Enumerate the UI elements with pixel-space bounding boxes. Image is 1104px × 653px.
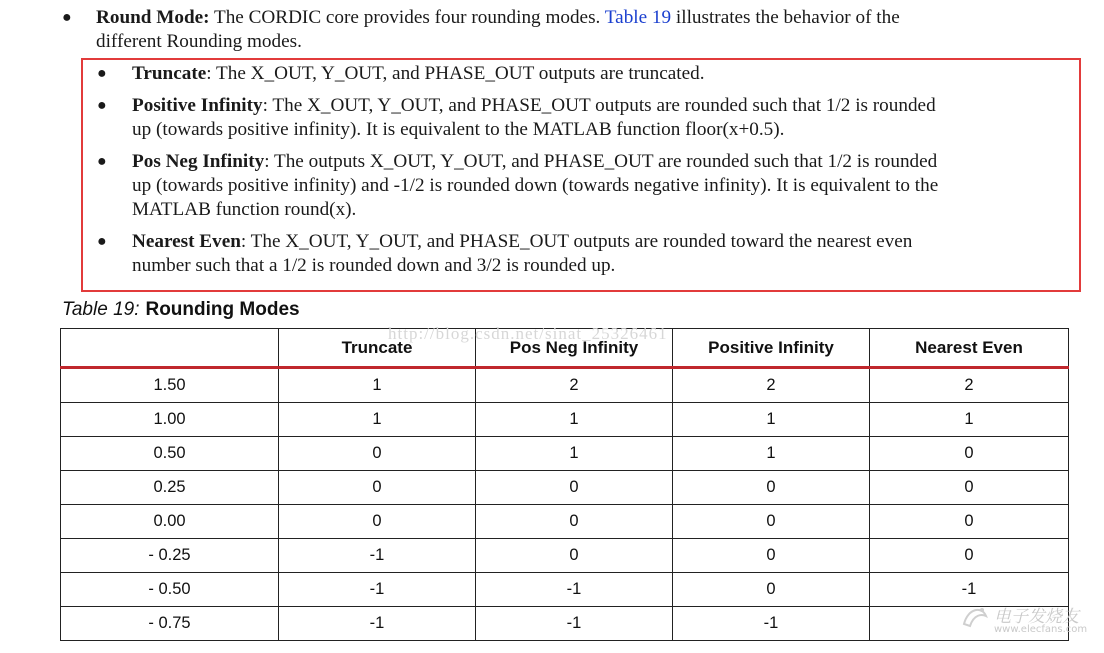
- table-cell: 0: [673, 573, 870, 607]
- value-cell: - 0.75: [61, 607, 279, 641]
- table-row: [61, 573, 1069, 607]
- mode-pos-neg-infinity-line3: MATLAB function round(x).: [132, 199, 357, 220]
- mode-positive-infinity: Positive Infinity: The X_OUT, Y_OUT, and PHASE_OUT outputs are rounded such that 1/2 is rounded: [132, 95, 936, 116]
- logo-text: 电子发烧友: [994, 607, 1079, 627]
- table-row: [61, 539, 1069, 573]
- header-truncate: Truncate: [279, 329, 476, 368]
- table-row: [61, 607, 1069, 641]
- mode-pos-neg-infinity: Pos Neg Infinity: The outputs X_OUT, Y_OUT, and PHASE_OUT are rounded such that 1/2 is rounded: [132, 151, 938, 172]
- table-cell: 0: [476, 539, 673, 573]
- round-mode-paragraph-line2: different Rounding modes.: [96, 31, 302, 52]
- value-cell: - 0.25: [61, 539, 279, 573]
- table-row: [61, 505, 1069, 539]
- bullet-icon: ●: [97, 97, 107, 114]
- value-cell: - 0.50: [61, 573, 279, 607]
- round-mode-label: Round Mode:: [96, 7, 210, 28]
- table-cell: 0: [476, 505, 673, 539]
- table-row: [61, 403, 1069, 437]
- table-cell: 0: [870, 539, 1069, 573]
- table-cell: 0: [476, 471, 673, 505]
- bullet-icon: ●: [62, 9, 72, 26]
- value-cell: 1.00: [61, 403, 279, 437]
- header-positive-infinity: Positive Infinity: [673, 329, 870, 368]
- mode-nearest-even: Nearest Even: The X_OUT, Y_OUT, and PHASE_OUT outputs are rounded toward the nearest even: [132, 231, 913, 252]
- header-cell: [61, 329, 279, 368]
- round-mode-paragraph: Round Mode: The CORDIC core provides four rounding modes. Table 19 illustrates the behavior of the: [96, 7, 900, 28]
- table-cell: -1: [476, 607, 673, 641]
- bullet-icon: ●: [97, 153, 107, 170]
- table-cell: 0: [279, 505, 476, 539]
- table-cell: 1: [673, 403, 870, 437]
- bullet-icon: ●: [97, 233, 107, 250]
- table-cell: 1: [279, 368, 476, 403]
- table-number: Table 19:: [62, 299, 140, 320]
- table-cell: 0: [673, 505, 870, 539]
- logo-url: www.elecfans.com: [994, 624, 1088, 635]
- table-caption: [62, 298, 300, 322]
- table-row: [61, 368, 1069, 403]
- value-cell: 1.50: [61, 368, 279, 403]
- mode-truncate: Truncate: The X_OUT, Y_OUT, and PHASE_OUT outputs are truncated.: [132, 63, 705, 84]
- table-cell: -1: [870, 573, 1069, 607]
- table-cell: -1: [279, 539, 476, 573]
- table-cell: -1: [673, 607, 870, 641]
- bullet-icon: ●: [97, 65, 107, 82]
- table-cell: 1: [673, 437, 870, 471]
- table-cell: 1: [279, 403, 476, 437]
- value-cell: 0.00: [61, 505, 279, 539]
- table-cell: -1: [476, 573, 673, 607]
- table-cell: 0: [870, 505, 1069, 539]
- table-19-link[interactable]: Table 19: [604, 7, 672, 28]
- value-cell: 0.25: [61, 471, 279, 505]
- table-cell: 2: [476, 368, 673, 403]
- table-cell: 2: [673, 368, 870, 403]
- table-cell: 0: [673, 471, 870, 505]
- mode-pos-neg-infinity-line2: up (towards positive infinity) and -1/2 is rounded down (towards negative infinity). It is equivalent to the: [132, 175, 939, 196]
- table-cell: 0: [279, 437, 476, 471]
- table-cell: 0: [870, 437, 1069, 471]
- table-cell: -1: [279, 607, 476, 641]
- table-cell: 0: [279, 471, 476, 505]
- logo-icon: [960, 602, 990, 632]
- mode-positive-infinity-line2: up (towards positive infinity). It is equivalent to the MATLAB function floor(x+0.5).: [132, 119, 785, 140]
- table-cell: -1: [279, 573, 476, 607]
- header-nearest-even: Nearest Even: [870, 329, 1069, 368]
- table-row: [61, 437, 1069, 471]
- table-row: [61, 471, 1069, 505]
- table-cell: 0: [870, 471, 1069, 505]
- table-cell: 2: [870, 368, 1069, 403]
- header-pos-neg-infinity: Pos Neg Infinity: [476, 329, 673, 368]
- table-cell: 1: [476, 437, 673, 471]
- rounding-modes-table: [60, 328, 1069, 641]
- value-cell: 0.50: [61, 437, 279, 471]
- watermark: http://blog.csdn.net/sinat_25326461: [388, 324, 668, 343]
- table-cell: 0: [673, 539, 870, 573]
- table-title: Rounding Modes: [145, 299, 300, 320]
- table-cell: 1: [870, 403, 1069, 437]
- mode-nearest-even-line2: number such that a 1/2 is rounded down and 3/2 is rounded up.: [132, 255, 616, 276]
- table-cell: 1: [476, 403, 673, 437]
